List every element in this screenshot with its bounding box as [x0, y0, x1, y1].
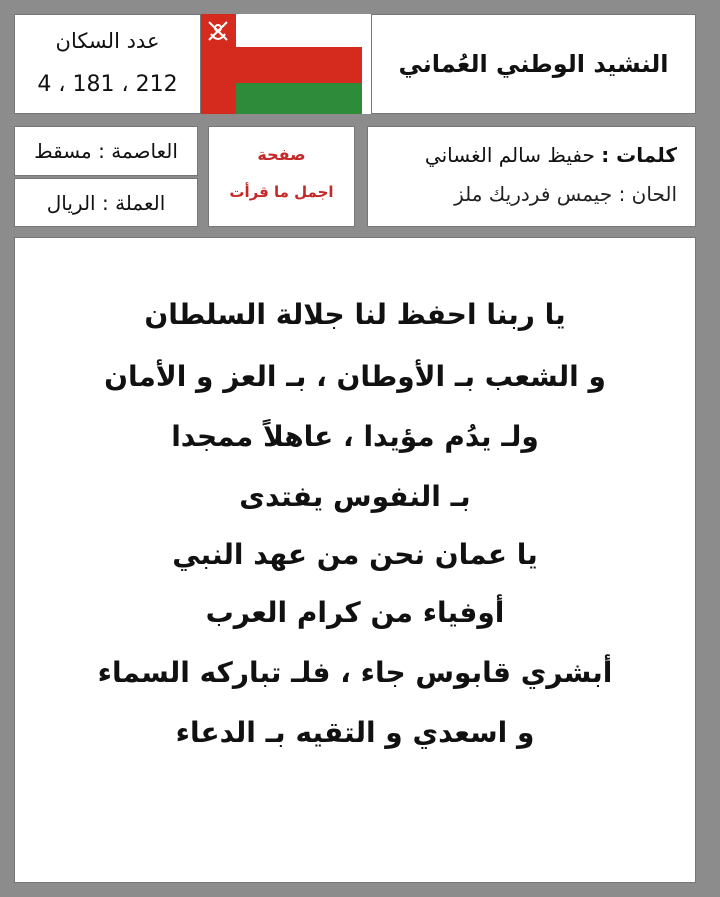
tune-credit [454, 182, 677, 206]
currency-box [14, 178, 198, 227]
flag-graphic [201, 14, 371, 114]
oman-flag [201, 14, 371, 114]
verse-line: ولـ يدُم مؤيدا ، عاهلاً ممجدا [171, 420, 539, 453]
verse-line: يا عمان نحن من عهد النبي [172, 538, 538, 571]
anthem-lyrics [14, 237, 696, 883]
verse-line: و الشعب بـ الأوطان ، بـ العز و الأمان [104, 360, 606, 393]
tune-value: جيمس فردريك ملز [454, 182, 613, 206]
page-title: النشيد الوطني العُماني [398, 50, 669, 78]
words-label: كلمات : [601, 143, 677, 167]
tune-label: الحان : [618, 182, 677, 206]
title-box [371, 14, 696, 114]
page-tag-line1: صفحة [257, 145, 306, 164]
page-tag-box [208, 126, 355, 227]
verse-line: و اسعدي و التقيه بـ الدعاء [175, 716, 535, 749]
population-box [14, 14, 201, 114]
verse-line: أبشري قابوس جاء ، فلـ تباركه السماء [97, 656, 613, 689]
credits-box [367, 126, 696, 227]
verse-line: أوفياء من كرام العرب [205, 596, 505, 629]
verse-line: يا ربنا احفظ لنا جلالة السلطان [144, 298, 566, 331]
capital-text: العاصمة : مسقط [34, 139, 178, 163]
capital-box [14, 126, 198, 176]
words-value: حفيظ سالم الغساني [424, 143, 595, 167]
words-credit [425, 143, 677, 167]
population-label: عدد السكان [55, 29, 160, 53]
verse-line: بـ النفوس يفتدى [239, 480, 471, 513]
currency-text: العملة : الريال [46, 190, 166, 215]
page-tag-line2: اجمل ما قرأت [229, 183, 334, 201]
population-value: 4 ، 181 ، 212 [37, 72, 178, 97]
